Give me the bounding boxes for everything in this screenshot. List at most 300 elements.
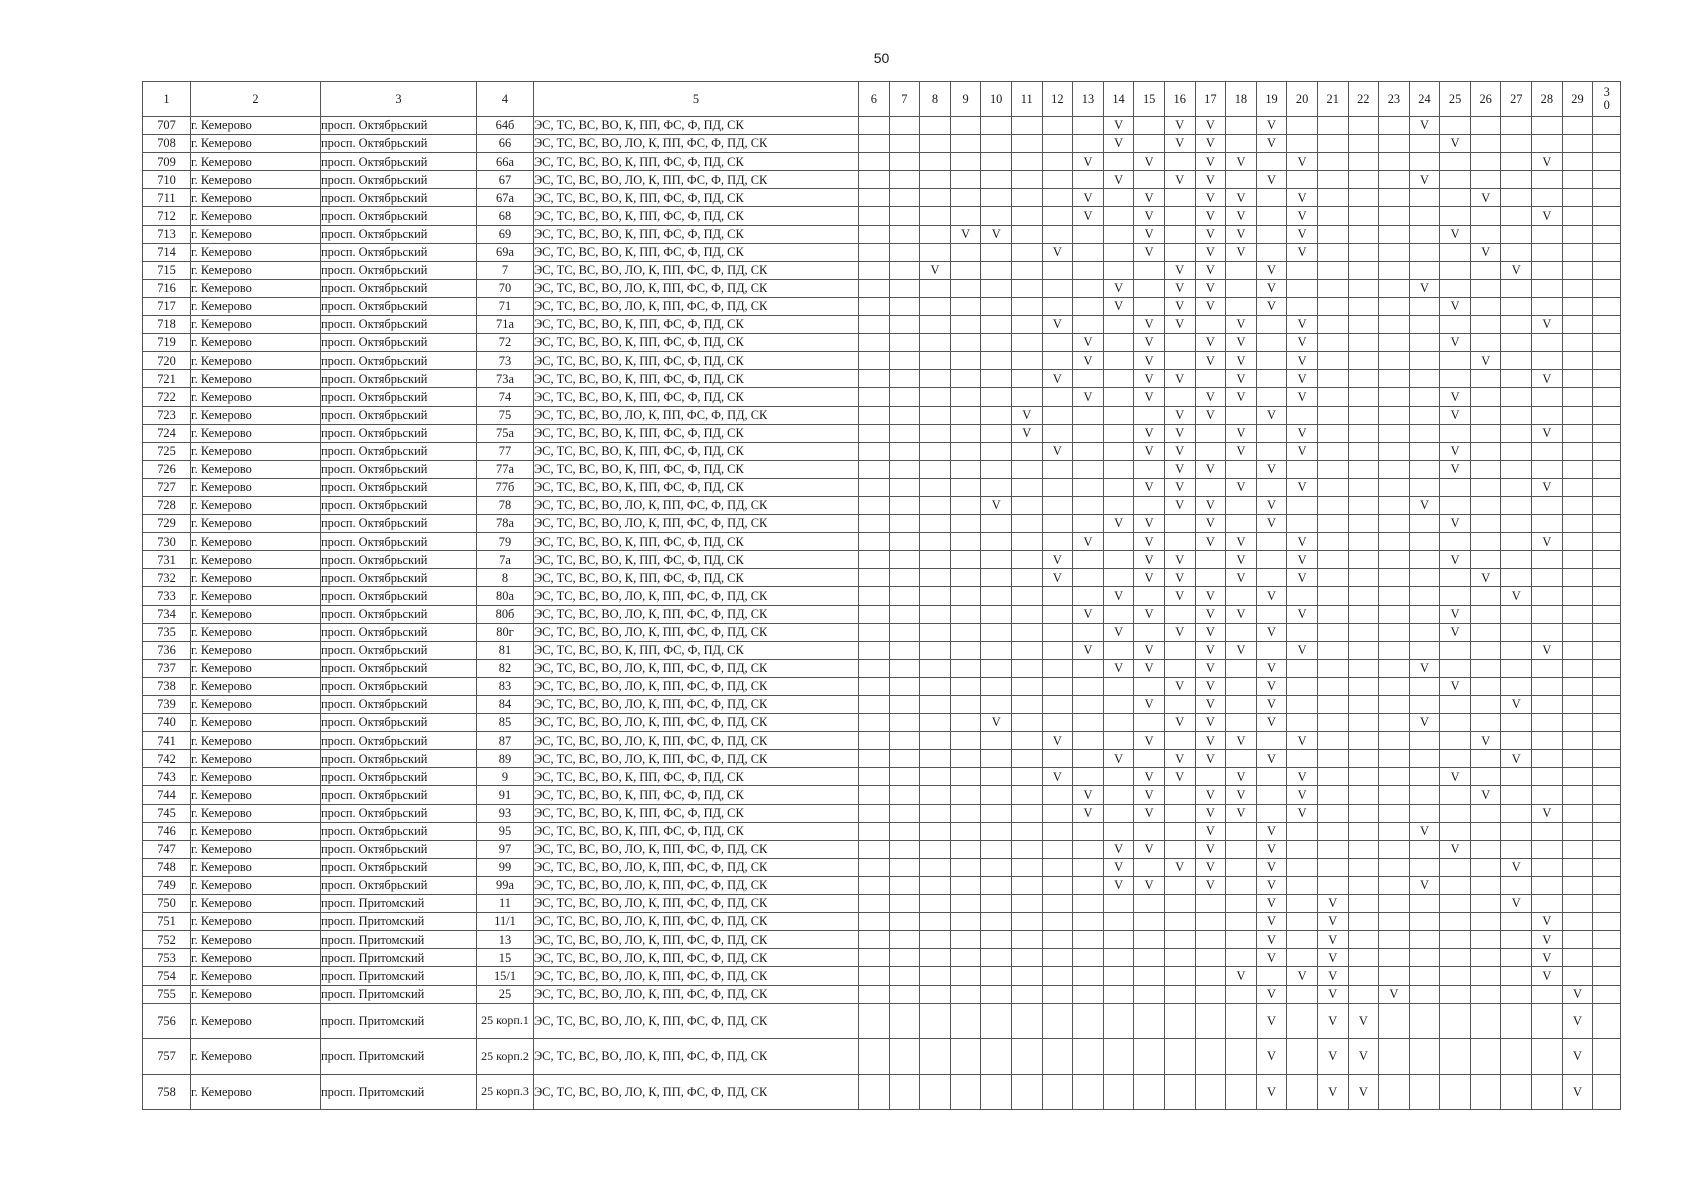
empty-cell xyxy=(1317,515,1348,533)
empty-cell xyxy=(1103,569,1134,587)
empty-cell xyxy=(1317,840,1348,858)
empty-cell xyxy=(1440,1039,1471,1075)
check-mark-cell: V xyxy=(1226,569,1257,587)
empty-cell xyxy=(1379,551,1410,569)
check-mark-cell: V xyxy=(1562,1003,1593,1039)
empty-cell xyxy=(859,677,890,695)
empty-cell xyxy=(859,804,890,822)
empty-cell xyxy=(1011,261,1042,279)
empty-cell xyxy=(1409,442,1440,460)
empty-cell xyxy=(1226,913,1257,931)
services-cell: ЭС, ТС, ВС, ВО, ЛО, К, ПП, ФС, Ф, ПД, СК xyxy=(534,279,859,297)
empty-cell xyxy=(1348,967,1379,985)
empty-cell xyxy=(859,297,890,315)
empty-cell xyxy=(1593,388,1621,406)
street-cell: просп. Октябрьский xyxy=(321,352,477,370)
row-number-cell: 719 xyxy=(143,334,191,352)
table-row xyxy=(143,316,1621,334)
empty-cell xyxy=(1103,551,1134,569)
empty-cell xyxy=(1562,876,1593,894)
row-number-cell: 708 xyxy=(143,135,191,153)
empty-cell xyxy=(1409,460,1440,478)
row-number-cell: 723 xyxy=(143,406,191,424)
empty-cell xyxy=(889,1074,920,1110)
empty-cell xyxy=(1042,424,1073,442)
empty-cell xyxy=(1256,424,1287,442)
empty-cell xyxy=(1379,623,1410,641)
empty-cell xyxy=(1348,931,1379,949)
check-mark-cell: V xyxy=(1134,569,1165,587)
check-mark-cell: V xyxy=(1103,623,1134,641)
check-mark-cell: V xyxy=(1317,931,1348,949)
empty-cell xyxy=(1562,931,1593,949)
empty-cell xyxy=(950,858,981,876)
empty-cell xyxy=(1134,117,1165,135)
empty-cell xyxy=(1287,587,1318,605)
empty-cell xyxy=(1073,424,1104,442)
city-cell: г. Кемерово xyxy=(191,605,321,623)
check-mark-cell: V xyxy=(1409,822,1440,840)
empty-cell xyxy=(1379,822,1410,840)
empty-cell xyxy=(950,895,981,913)
empty-cell xyxy=(950,515,981,533)
empty-cell xyxy=(889,515,920,533)
empty-cell xyxy=(920,804,951,822)
empty-cell xyxy=(1256,804,1287,822)
empty-cell xyxy=(1409,949,1440,967)
empty-cell xyxy=(1562,750,1593,768)
house-cell: 81 xyxy=(477,641,534,659)
empty-cell xyxy=(1287,714,1318,732)
empty-cell xyxy=(1256,243,1287,261)
empty-cell xyxy=(1593,460,1621,478)
check-mark-cell: V xyxy=(1195,659,1226,677)
check-mark-cell: V xyxy=(1409,714,1440,732)
empty-cell xyxy=(1593,840,1621,858)
empty-cell xyxy=(1593,334,1621,352)
empty-cell xyxy=(1348,533,1379,551)
street-cell: просп. Октябрьский xyxy=(321,207,477,225)
empty-cell xyxy=(1317,605,1348,623)
empty-cell xyxy=(1042,478,1073,496)
check-mark-cell: V xyxy=(1287,732,1318,750)
empty-cell xyxy=(981,207,1012,225)
empty-cell xyxy=(1011,840,1042,858)
empty-cell xyxy=(1042,876,1073,894)
empty-cell xyxy=(920,967,951,985)
check-mark-cell: V xyxy=(1164,135,1195,153)
empty-cell xyxy=(1379,316,1410,334)
empty-cell xyxy=(1226,822,1257,840)
check-mark-cell: V xyxy=(1287,605,1318,623)
empty-cell xyxy=(950,297,981,315)
empty-cell xyxy=(981,117,1012,135)
table-row xyxy=(143,406,1621,424)
empty-cell xyxy=(1470,533,1501,551)
empty-cell xyxy=(1348,496,1379,514)
check-mark-cell: V xyxy=(1440,388,1471,406)
empty-cell xyxy=(1379,949,1410,967)
empty-cell xyxy=(889,931,920,949)
empty-cell xyxy=(1532,840,1563,858)
check-mark-cell: V xyxy=(1409,659,1440,677)
empty-cell xyxy=(1317,659,1348,677)
empty-cell xyxy=(1409,243,1440,261)
empty-cell xyxy=(1134,406,1165,424)
empty-cell xyxy=(1409,1074,1440,1110)
row-number-cell: 730 xyxy=(143,533,191,551)
check-mark-cell: V xyxy=(1164,569,1195,587)
empty-cell xyxy=(889,171,920,189)
check-mark-cell: V xyxy=(1317,1074,1348,1110)
empty-cell xyxy=(1073,171,1104,189)
empty-cell xyxy=(1562,641,1593,659)
check-mark-cell: V xyxy=(1440,515,1471,533)
column-header: 19 xyxy=(1256,82,1287,117)
check-mark-cell: V xyxy=(1409,496,1440,514)
city-cell: г. Кемерово xyxy=(191,551,321,569)
empty-cell xyxy=(1440,370,1471,388)
empty-cell xyxy=(1042,207,1073,225)
row-number-cell: 733 xyxy=(143,587,191,605)
empty-cell xyxy=(889,804,920,822)
empty-cell xyxy=(1470,370,1501,388)
empty-cell xyxy=(1501,334,1532,352)
check-mark-cell: V xyxy=(1532,949,1563,967)
house-cell: 71 xyxy=(477,297,534,315)
check-mark-cell: V xyxy=(1256,876,1287,894)
street-cell: просп. Октябрьский xyxy=(321,153,477,171)
empty-cell xyxy=(1348,876,1379,894)
empty-cell xyxy=(1134,135,1165,153)
empty-cell xyxy=(1317,424,1348,442)
check-mark-cell: V xyxy=(1226,225,1257,243)
empty-cell xyxy=(1501,840,1532,858)
house-cell: 11 xyxy=(477,895,534,913)
empty-cell xyxy=(1011,243,1042,261)
empty-cell xyxy=(1593,515,1621,533)
empty-cell xyxy=(1501,533,1532,551)
empty-cell xyxy=(950,352,981,370)
check-mark-cell: V xyxy=(1134,659,1165,677)
empty-cell xyxy=(1073,297,1104,315)
check-mark-cell: V xyxy=(1532,804,1563,822)
empty-cell xyxy=(920,515,951,533)
empty-cell xyxy=(1256,551,1287,569)
empty-cell xyxy=(981,569,1012,587)
column-header: 18 xyxy=(1226,82,1257,117)
row-number-cell: 727 xyxy=(143,478,191,496)
empty-cell xyxy=(889,424,920,442)
empty-cell xyxy=(1440,533,1471,551)
empty-cell xyxy=(859,279,890,297)
services-cell: ЭС, ТС, ВС, ВО, ЛО, К, ПП, ФС, Ф, ПД, СК xyxy=(534,623,859,641)
empty-cell xyxy=(981,750,1012,768)
empty-cell xyxy=(1562,279,1593,297)
empty-cell xyxy=(920,279,951,297)
empty-cell xyxy=(981,858,1012,876)
empty-cell xyxy=(1409,135,1440,153)
house-cell: 7а xyxy=(477,551,534,569)
empty-cell xyxy=(1409,696,1440,714)
city-cell: г. Кемерово xyxy=(191,1003,321,1039)
check-mark-cell: V xyxy=(1287,334,1318,352)
empty-cell xyxy=(950,478,981,496)
header-row xyxy=(143,82,1621,117)
empty-cell xyxy=(1593,424,1621,442)
table-row xyxy=(143,515,1621,533)
services-cell: ЭС, ТС, ВС, ВО, ЛО, К, ПП, ФС, Ф, ПД, СК xyxy=(534,1074,859,1110)
check-mark-cell: V xyxy=(1134,876,1165,894)
empty-cell xyxy=(1317,876,1348,894)
empty-cell xyxy=(889,406,920,424)
empty-cell xyxy=(1562,732,1593,750)
empty-cell xyxy=(981,551,1012,569)
street-cell: просп. Октябрьский xyxy=(321,496,477,514)
empty-cell xyxy=(1226,677,1257,695)
empty-cell xyxy=(981,967,1012,985)
empty-cell xyxy=(981,442,1012,460)
city-cell: г. Кемерово xyxy=(191,370,321,388)
check-mark-cell: V xyxy=(1226,786,1257,804)
empty-cell xyxy=(1195,551,1226,569)
column-header: 4 xyxy=(477,82,534,117)
empty-cell xyxy=(920,895,951,913)
empty-cell xyxy=(1593,171,1621,189)
empty-cell xyxy=(1593,913,1621,931)
empty-cell xyxy=(981,768,1012,786)
empty-cell xyxy=(889,714,920,732)
empty-cell xyxy=(1073,659,1104,677)
table-row xyxy=(143,804,1621,822)
empty-cell xyxy=(859,822,890,840)
check-mark-cell: V xyxy=(1195,153,1226,171)
empty-cell xyxy=(1287,623,1318,641)
empty-cell xyxy=(950,786,981,804)
empty-cell xyxy=(1195,931,1226,949)
empty-cell xyxy=(1103,895,1134,913)
empty-cell xyxy=(1195,424,1226,442)
services-cell: ЭС, ТС, ВС, ВО, К, ПП, ФС, Ф, ПД, СК xyxy=(534,533,859,551)
street-cell: просп. Октябрьский xyxy=(321,750,477,768)
empty-cell xyxy=(1379,243,1410,261)
check-mark-cell: V xyxy=(1440,334,1471,352)
check-mark-cell: V xyxy=(1317,967,1348,985)
empty-cell xyxy=(1011,587,1042,605)
empty-cell xyxy=(920,370,951,388)
empty-cell xyxy=(1103,677,1134,695)
empty-cell xyxy=(1073,696,1104,714)
row-number-cell: 747 xyxy=(143,840,191,858)
empty-cell xyxy=(1226,171,1257,189)
services-cell: ЭС, ТС, ВС, ВО, ЛО, К, ПП, ФС, Ф, ПД, СК xyxy=(534,949,859,967)
check-mark-cell: V xyxy=(1287,533,1318,551)
empty-cell xyxy=(1073,587,1104,605)
empty-cell xyxy=(859,370,890,388)
column-header: 20 xyxy=(1287,82,1318,117)
row-number-cell: 712 xyxy=(143,207,191,225)
empty-cell xyxy=(1379,388,1410,406)
empty-cell xyxy=(1073,243,1104,261)
check-mark-cell: V xyxy=(1532,967,1563,985)
empty-cell xyxy=(1593,153,1621,171)
empty-cell xyxy=(859,515,890,533)
check-mark-cell: V xyxy=(1195,876,1226,894)
empty-cell xyxy=(1164,822,1195,840)
empty-cell xyxy=(1348,406,1379,424)
empty-cell xyxy=(1440,696,1471,714)
empty-cell xyxy=(1470,460,1501,478)
empty-cell xyxy=(1593,533,1621,551)
empty-cell xyxy=(1011,876,1042,894)
empty-cell xyxy=(1593,370,1621,388)
empty-cell xyxy=(1593,623,1621,641)
empty-cell xyxy=(1164,876,1195,894)
empty-cell xyxy=(1379,696,1410,714)
street-cell: просп. Октябрьский xyxy=(321,442,477,460)
table-row xyxy=(143,895,1621,913)
empty-cell xyxy=(1195,370,1226,388)
empty-cell xyxy=(859,117,890,135)
services-cell: ЭС, ТС, ВС, ВО, К, ПП, ФС, Ф, ПД, СК xyxy=(534,225,859,243)
empty-cell xyxy=(981,931,1012,949)
check-mark-cell: V xyxy=(1256,677,1287,695)
empty-cell xyxy=(1256,316,1287,334)
check-mark-cell: V xyxy=(1164,478,1195,496)
check-mark-cell: V xyxy=(1226,967,1257,985)
check-mark-cell: V xyxy=(1164,442,1195,460)
empty-cell xyxy=(1287,279,1318,297)
table-row xyxy=(143,533,1621,551)
empty-cell xyxy=(889,334,920,352)
empty-cell xyxy=(1470,696,1501,714)
empty-cell xyxy=(1470,822,1501,840)
empty-cell xyxy=(1103,334,1134,352)
empty-cell xyxy=(1073,551,1104,569)
empty-cell xyxy=(1317,171,1348,189)
check-mark-cell: V xyxy=(1532,424,1563,442)
empty-cell xyxy=(1593,876,1621,894)
empty-cell xyxy=(920,189,951,207)
empty-cell xyxy=(1287,460,1318,478)
empty-cell xyxy=(981,587,1012,605)
empty-cell xyxy=(1562,297,1593,315)
empty-cell xyxy=(1164,931,1195,949)
empty-cell xyxy=(1011,316,1042,334)
empty-cell xyxy=(981,696,1012,714)
empty-cell xyxy=(859,750,890,768)
empty-cell xyxy=(889,786,920,804)
empty-cell xyxy=(1501,1003,1532,1039)
column-header: 6 xyxy=(859,82,890,117)
empty-cell xyxy=(1011,786,1042,804)
house-cell: 25 корп.3 xyxy=(477,1074,534,1110)
empty-cell xyxy=(1317,623,1348,641)
empty-cell xyxy=(1562,189,1593,207)
empty-cell xyxy=(1164,1039,1195,1075)
street-cell: просп. Притомский xyxy=(321,967,477,985)
empty-cell xyxy=(1409,478,1440,496)
check-mark-cell: V xyxy=(1532,478,1563,496)
empty-cell xyxy=(981,840,1012,858)
empty-cell xyxy=(1501,478,1532,496)
row-number-cell: 736 xyxy=(143,641,191,659)
check-mark-cell: V xyxy=(1348,1074,1379,1110)
city-cell: г. Кемерово xyxy=(191,822,321,840)
empty-cell xyxy=(1379,1074,1410,1110)
house-cell: 77а xyxy=(477,460,534,478)
empty-cell xyxy=(859,424,890,442)
empty-cell xyxy=(889,732,920,750)
city-cell: г. Кемерово xyxy=(191,117,321,135)
empty-cell xyxy=(859,931,890,949)
check-mark-cell: V xyxy=(1073,189,1104,207)
table-row xyxy=(143,478,1621,496)
empty-cell xyxy=(1379,659,1410,677)
empty-cell xyxy=(1103,768,1134,786)
empty-cell xyxy=(1134,931,1165,949)
empty-cell xyxy=(1593,696,1621,714)
empty-cell xyxy=(1409,515,1440,533)
empty-cell xyxy=(1011,153,1042,171)
empty-cell xyxy=(950,1074,981,1110)
empty-cell xyxy=(950,949,981,967)
empty-cell xyxy=(1134,1039,1165,1075)
column-header: 7 xyxy=(889,82,920,117)
empty-cell xyxy=(1440,641,1471,659)
table-row xyxy=(143,949,1621,967)
empty-cell xyxy=(1317,587,1348,605)
empty-cell xyxy=(1348,424,1379,442)
empty-cell xyxy=(1042,1074,1073,1110)
empty-cell xyxy=(1532,334,1563,352)
city-cell: г. Кемерово xyxy=(191,316,321,334)
services-cell: ЭС, ТС, ВС, ВО, К, ПП, ФС, Ф, ПД, СК xyxy=(534,207,859,225)
empty-cell xyxy=(920,171,951,189)
check-mark-cell: V xyxy=(1042,551,1073,569)
empty-cell xyxy=(920,623,951,641)
empty-cell xyxy=(1440,478,1471,496)
empty-cell xyxy=(1562,714,1593,732)
empty-cell xyxy=(950,913,981,931)
table-row xyxy=(143,840,1621,858)
empty-cell xyxy=(1317,117,1348,135)
empty-cell xyxy=(1470,913,1501,931)
check-mark-cell: V xyxy=(1226,768,1257,786)
empty-cell xyxy=(859,334,890,352)
check-mark-cell: V xyxy=(1226,424,1257,442)
empty-cell xyxy=(1164,225,1195,243)
empty-cell xyxy=(1011,623,1042,641)
empty-cell xyxy=(950,623,981,641)
empty-cell xyxy=(920,442,951,460)
check-mark-cell: V xyxy=(1195,352,1226,370)
empty-cell xyxy=(1042,587,1073,605)
check-mark-cell: V xyxy=(1287,352,1318,370)
empty-cell xyxy=(1287,1039,1318,1075)
empty-cell xyxy=(1073,913,1104,931)
empty-cell xyxy=(981,533,1012,551)
table-row xyxy=(143,171,1621,189)
street-cell: просп. Октябрьский xyxy=(321,370,477,388)
street-cell: просп. Октябрьский xyxy=(321,714,477,732)
street-cell: просп. Притомский xyxy=(321,913,477,931)
street-cell: просп. Октябрьский xyxy=(321,786,477,804)
check-mark-cell: V xyxy=(1134,696,1165,714)
table-row xyxy=(143,1039,1621,1075)
empty-cell xyxy=(1317,442,1348,460)
check-mark-cell: V xyxy=(1226,533,1257,551)
